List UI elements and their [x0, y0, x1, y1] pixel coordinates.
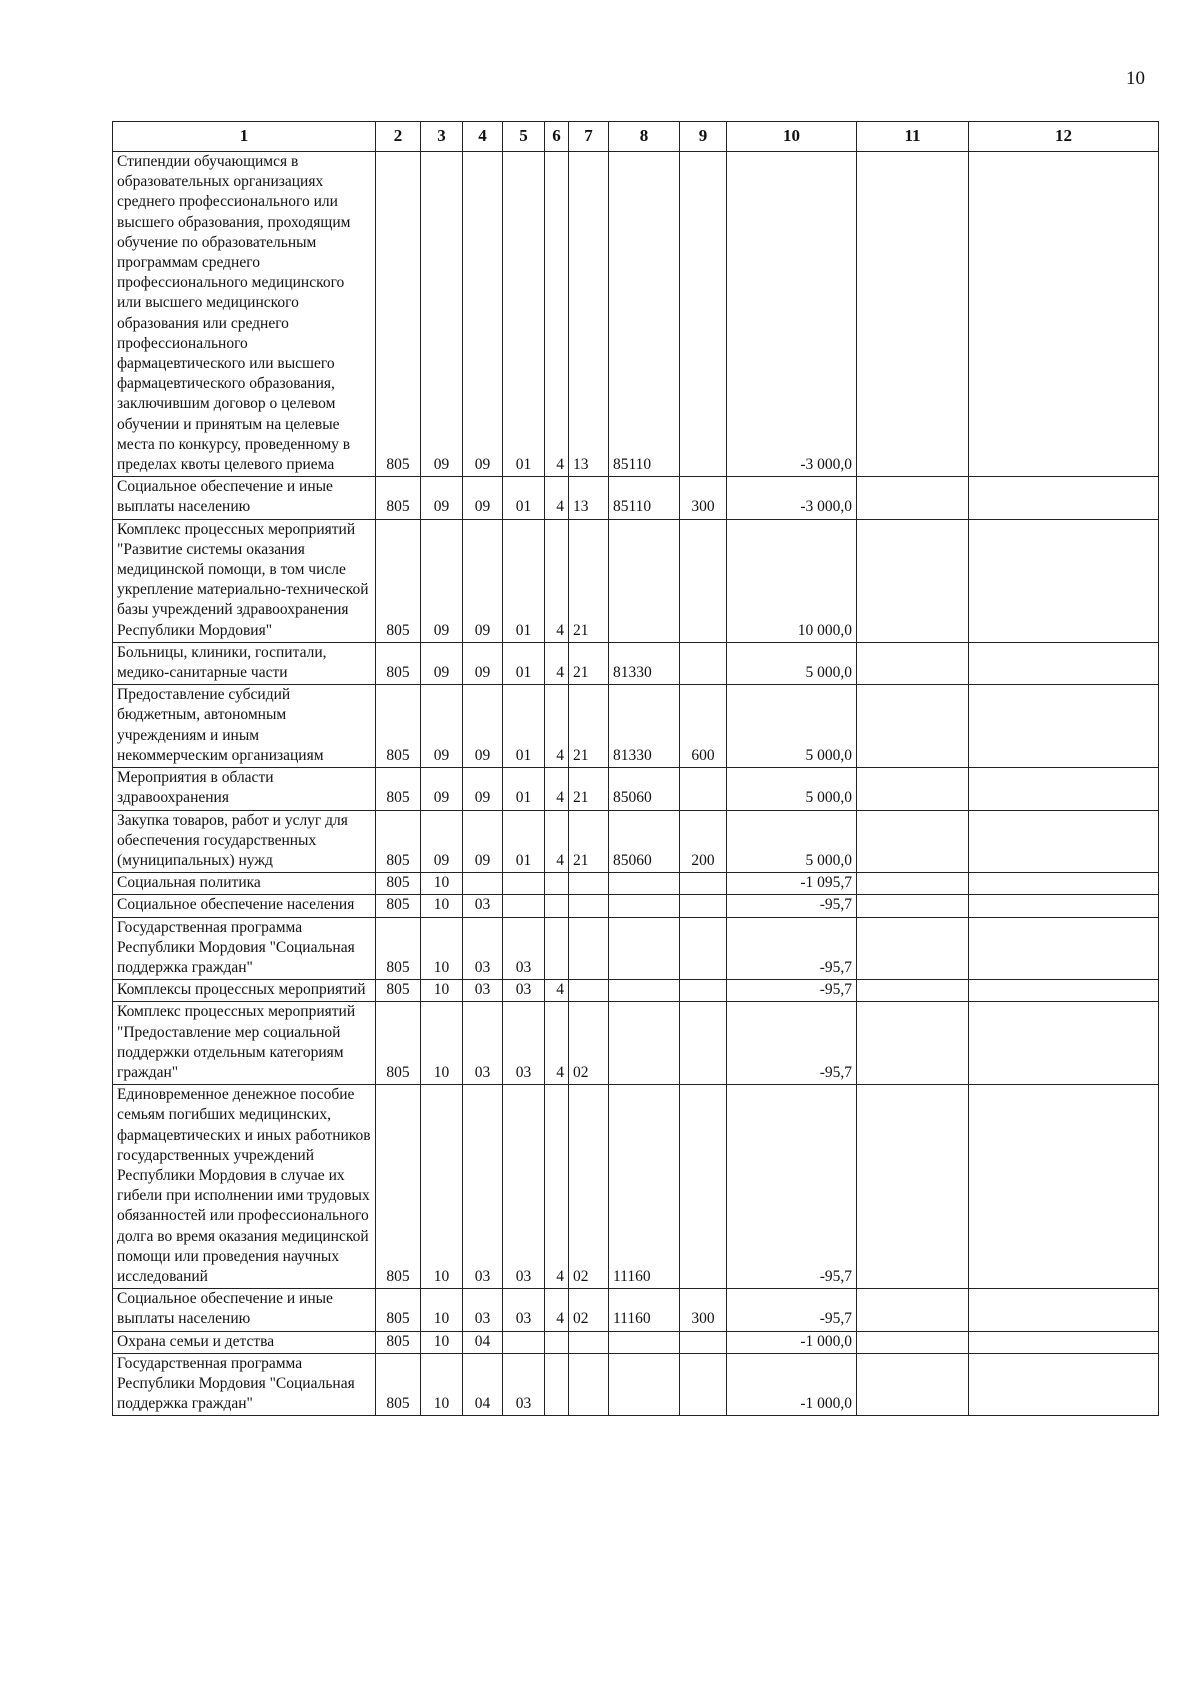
subprogram-cell: 4 [545, 519, 569, 642]
column-header: 6 [545, 122, 569, 152]
kvsr-cell: 805 [376, 768, 421, 810]
program-cell: 01 [503, 477, 545, 519]
column-11-cell [857, 917, 969, 980]
column-11-cell [857, 685, 969, 768]
event-cell [569, 895, 609, 917]
program-cell: 03 [503, 1353, 545, 1416]
section-cell: 09 [421, 685, 463, 768]
amount-cell: -95,7 [727, 917, 857, 980]
column-header: 1 [113, 122, 376, 152]
section-cell: 10 [421, 917, 463, 980]
table-row [113, 768, 1159, 810]
column-12-cell [969, 1331, 1159, 1353]
direction-cell [609, 519, 680, 642]
amount-cell: -95,7 [727, 895, 857, 917]
column-12-cell [969, 810, 1159, 873]
subsection-cell: 03 [463, 917, 503, 980]
program-cell: 03 [503, 1085, 545, 1289]
event-cell: 13 [569, 477, 609, 519]
subprogram-cell [545, 895, 569, 917]
column-12-cell [969, 895, 1159, 917]
kvsr-cell: 805 [376, 1289, 421, 1331]
header-row [113, 122, 1159, 152]
column-12-cell [969, 1002, 1159, 1085]
event-cell: 21 [569, 810, 609, 873]
name-cell: Комплекс процессных мероприятий "Развитие системы оказания медицинской помощи, в том числе укрепление материально-технической базы учреждений здравоохранения Республики Мордовия" [113, 519, 376, 642]
section-cell: 10 [421, 1353, 463, 1416]
subprogram-cell [545, 1353, 569, 1416]
expense-type-cell [680, 768, 727, 810]
kvsr-cell: 805 [376, 685, 421, 768]
subsection-cell [463, 873, 503, 895]
column-11-cell [857, 768, 969, 810]
program-cell: 01 [503, 642, 545, 684]
expense-type-cell: 200 [680, 810, 727, 873]
subprogram-cell: 4 [545, 477, 569, 519]
name-cell: Социальная политика [113, 873, 376, 895]
subsection-cell: 09 [463, 152, 503, 477]
kvsr-cell: 805 [376, 1353, 421, 1416]
section-cell: 10 [421, 1289, 463, 1331]
direction-cell: 85110 [609, 152, 680, 477]
subprogram-cell: 4 [545, 1289, 569, 1331]
direction-cell [609, 917, 680, 980]
kvsr-cell: 805 [376, 152, 421, 477]
subsection-cell: 03 [463, 980, 503, 1002]
column-header: 3 [421, 122, 463, 152]
table-row [113, 1002, 1159, 1085]
program-cell: 01 [503, 810, 545, 873]
column-11-cell [857, 980, 969, 1002]
expense-type-cell: 600 [680, 685, 727, 768]
section-cell: 10 [421, 980, 463, 1002]
column-header: 7 [569, 122, 609, 152]
event-cell [569, 1353, 609, 1416]
amount-cell: -1 095,7 [727, 873, 857, 895]
column-header: 10 [727, 122, 857, 152]
column-12-cell [969, 152, 1159, 477]
name-cell: Стипендии обучающимся в образовательных организациях среднего профессионального или высшего образования, проходящим обучение по образовательным программам среднего профессионального медицинского или высшего медицинского образования или среднего профессионального фармацевтического или высшего фармацевтического образования, заключившим договор о целевом обучении и принятым на целевые места по конкурсу, проведенному в пределах квоты целевого приема [113, 152, 376, 477]
program-cell: 03 [503, 1002, 545, 1085]
subsection-cell: 09 [463, 768, 503, 810]
program-cell: 01 [503, 519, 545, 642]
column-12-cell [969, 642, 1159, 684]
program-cell: 01 [503, 152, 545, 477]
amount-cell: -3 000,0 [727, 477, 857, 519]
name-cell: Социальное обеспечение и иные выплаты населению [113, 477, 376, 519]
column-11-cell [857, 1331, 969, 1353]
event-cell [569, 980, 609, 1002]
subsection-cell: 03 [463, 1002, 503, 1085]
name-cell: Мероприятия в области здравоохранения [113, 768, 376, 810]
direction-cell: 11160 [609, 1085, 680, 1289]
amount-cell: -1 000,0 [727, 1353, 857, 1416]
name-cell: Государственная программа Республики Мордовия "Социальная поддержка граждан" [113, 1353, 376, 1416]
expense-type-cell [680, 873, 727, 895]
event-cell [569, 917, 609, 980]
section-cell: 09 [421, 768, 463, 810]
name-cell: Закупка товаров, работ и услуг для обеспечения государственных (муниципальных) нужд [113, 810, 376, 873]
direction-cell: 81330 [609, 642, 680, 684]
kvsr-cell: 805 [376, 477, 421, 519]
column-11-cell [857, 477, 969, 519]
column-header: 5 [503, 122, 545, 152]
column-12-cell [969, 477, 1159, 519]
program-cell: 03 [503, 980, 545, 1002]
column-12-cell [969, 1085, 1159, 1289]
table-row [113, 873, 1159, 895]
name-cell: Социальное обеспечение и иные выплаты населению [113, 1289, 376, 1331]
subprogram-cell: 4 [545, 1085, 569, 1289]
section-cell: 10 [421, 1085, 463, 1289]
subprogram-cell: 4 [545, 1002, 569, 1085]
name-cell: Государственная программа Республики Мордовия "Социальная поддержка граждан" [113, 917, 376, 980]
table-row [113, 152, 1159, 477]
column-11-cell [857, 1002, 969, 1085]
direction-cell: 85060 [609, 768, 680, 810]
direction-cell: 85110 [609, 477, 680, 519]
table-row [113, 895, 1159, 917]
amount-cell: -95,7 [727, 1002, 857, 1085]
direction-cell [609, 873, 680, 895]
subprogram-cell: 4 [545, 810, 569, 873]
expense-type-cell [680, 980, 727, 1002]
name-cell: Предоставление субсидий бюджетным, автономным учреждениям и иным некоммерческим организациям [113, 685, 376, 768]
subsection-cell: 03 [463, 1085, 503, 1289]
program-cell: 03 [503, 917, 545, 980]
column-11-cell [857, 152, 969, 477]
kvsr-cell: 805 [376, 980, 421, 1002]
event-cell: 02 [569, 1085, 609, 1289]
expense-type-cell [680, 1331, 727, 1353]
column-header: 12 [969, 122, 1159, 152]
kvsr-cell: 805 [376, 519, 421, 642]
subsection-cell: 09 [463, 642, 503, 684]
expense-type-cell [680, 1085, 727, 1289]
expense-type-cell [680, 1353, 727, 1416]
section-cell: 09 [421, 477, 463, 519]
budget-table [112, 121, 1159, 1416]
kvsr-cell: 805 [376, 1002, 421, 1085]
column-12-cell [969, 685, 1159, 768]
table-row [113, 642, 1159, 684]
expense-type-cell [680, 895, 727, 917]
expense-type-cell [680, 519, 727, 642]
section-cell: 09 [421, 642, 463, 684]
direction-cell [609, 1331, 680, 1353]
subsection-cell: 09 [463, 685, 503, 768]
event-cell [569, 1331, 609, 1353]
kvsr-cell: 805 [376, 873, 421, 895]
column-12-cell [969, 917, 1159, 980]
amount-cell: 5 000,0 [727, 685, 857, 768]
program-cell: 01 [503, 768, 545, 810]
amount-cell: 5 000,0 [727, 810, 857, 873]
subprogram-cell: 4 [545, 980, 569, 1002]
amount-cell: 5 000,0 [727, 642, 857, 684]
section-cell: 10 [421, 1331, 463, 1353]
subprogram-cell [545, 917, 569, 980]
event-cell: 13 [569, 152, 609, 477]
subprogram-cell: 4 [545, 152, 569, 477]
program-cell [503, 1331, 545, 1353]
column-11-cell [857, 519, 969, 642]
subprogram-cell: 4 [545, 685, 569, 768]
event-cell [569, 873, 609, 895]
section-cell: 09 [421, 152, 463, 477]
column-11-cell [857, 873, 969, 895]
table-row [113, 477, 1159, 519]
table-row [113, 1085, 1159, 1289]
expense-type-cell [680, 917, 727, 980]
column-11-cell [857, 1085, 969, 1289]
table-row [113, 810, 1159, 873]
subsection-cell: 09 [463, 519, 503, 642]
column-12-cell [969, 873, 1159, 895]
table-row [113, 1289, 1159, 1331]
table-row [113, 1353, 1159, 1416]
expense-type-cell [680, 152, 727, 477]
column-12-cell [969, 519, 1159, 642]
section-cell: 10 [421, 873, 463, 895]
direction-cell [609, 1353, 680, 1416]
name-cell: Комплекс процессных мероприятий "Предоставление мер социальной поддержки отдельным категориям граждан" [113, 1002, 376, 1085]
column-header: 4 [463, 122, 503, 152]
direction-cell [609, 895, 680, 917]
column-header: 11 [857, 122, 969, 152]
column-header: 8 [609, 122, 680, 152]
table-body [113, 152, 1159, 1416]
subsection-cell: 03 [463, 1289, 503, 1331]
subprogram-cell: 4 [545, 642, 569, 684]
amount-cell: -95,7 [727, 1085, 857, 1289]
subprogram-cell [545, 873, 569, 895]
kvsr-cell: 805 [376, 1331, 421, 1353]
column-11-cell [857, 1353, 969, 1416]
kvsr-cell: 805 [376, 895, 421, 917]
program-cell: 01 [503, 685, 545, 768]
name-cell: Больницы, клиники, госпитали, медико-санитарные части [113, 642, 376, 684]
event-cell: 21 [569, 642, 609, 684]
name-cell: Единовременное денежное пособие семьям погибших медицинских, фармацевтических и иных работников государственных учреждений Республики Мордовия в случае их гибели при исполнении ими трудовых обязанностей или профессионального долга во время оказания медицинской помощи или проведения научных исследований [113, 1085, 376, 1289]
table-row [113, 685, 1159, 768]
column-12-cell [969, 1353, 1159, 1416]
column-header: 2 [376, 122, 421, 152]
subsection-cell: 09 [463, 477, 503, 519]
program-cell [503, 895, 545, 917]
event-cell: 21 [569, 519, 609, 642]
name-cell: Комплексы процессных мероприятий [113, 980, 376, 1002]
table-row [113, 519, 1159, 642]
column-header: 9 [680, 122, 727, 152]
section-cell: 10 [421, 1002, 463, 1085]
name-cell: Социальное обеспечение населения [113, 895, 376, 917]
expense-type-cell: 300 [680, 477, 727, 519]
subsection-cell: 04 [463, 1331, 503, 1353]
direction-cell [609, 1002, 680, 1085]
amount-cell: -3 000,0 [727, 152, 857, 477]
amount-cell: 5 000,0 [727, 768, 857, 810]
amount-cell: -95,7 [727, 1289, 857, 1331]
expense-type-cell: 300 [680, 1289, 727, 1331]
kvsr-cell: 805 [376, 917, 421, 980]
section-cell: 10 [421, 895, 463, 917]
event-cell: 02 [569, 1289, 609, 1331]
subprogram-cell [545, 1331, 569, 1353]
subprogram-cell: 4 [545, 768, 569, 810]
direction-cell: 11160 [609, 1289, 680, 1331]
column-11-cell [857, 895, 969, 917]
subsection-cell: 09 [463, 810, 503, 873]
event-cell: 02 [569, 1002, 609, 1085]
table-row [113, 980, 1159, 1002]
kvsr-cell: 805 [376, 1085, 421, 1289]
section-cell: 09 [421, 810, 463, 873]
amount-cell: 10 000,0 [727, 519, 857, 642]
subsection-cell: 03 [463, 895, 503, 917]
amount-cell: -1 000,0 [727, 1331, 857, 1353]
column-12-cell [969, 980, 1159, 1002]
kvsr-cell: 805 [376, 810, 421, 873]
direction-cell: 81330 [609, 685, 680, 768]
section-cell: 09 [421, 519, 463, 642]
expense-type-cell [680, 642, 727, 684]
subsection-cell: 04 [463, 1353, 503, 1416]
column-11-cell [857, 1289, 969, 1331]
column-11-cell [857, 642, 969, 684]
table-row [113, 1331, 1159, 1353]
column-12-cell [969, 1289, 1159, 1331]
kvsr-cell: 805 [376, 642, 421, 684]
expense-type-cell [680, 1002, 727, 1085]
column-11-cell [857, 810, 969, 873]
name-cell: Охрана семьи и детства [113, 1331, 376, 1353]
event-cell: 21 [569, 768, 609, 810]
table-row [113, 917, 1159, 980]
direction-cell [609, 980, 680, 1002]
program-cell [503, 873, 545, 895]
event-cell: 21 [569, 685, 609, 768]
page-number: 10 [1126, 68, 1145, 89]
direction-cell: 85060 [609, 810, 680, 873]
amount-cell: -95,7 [727, 980, 857, 1002]
program-cell: 03 [503, 1289, 545, 1331]
column-12-cell [969, 768, 1159, 810]
